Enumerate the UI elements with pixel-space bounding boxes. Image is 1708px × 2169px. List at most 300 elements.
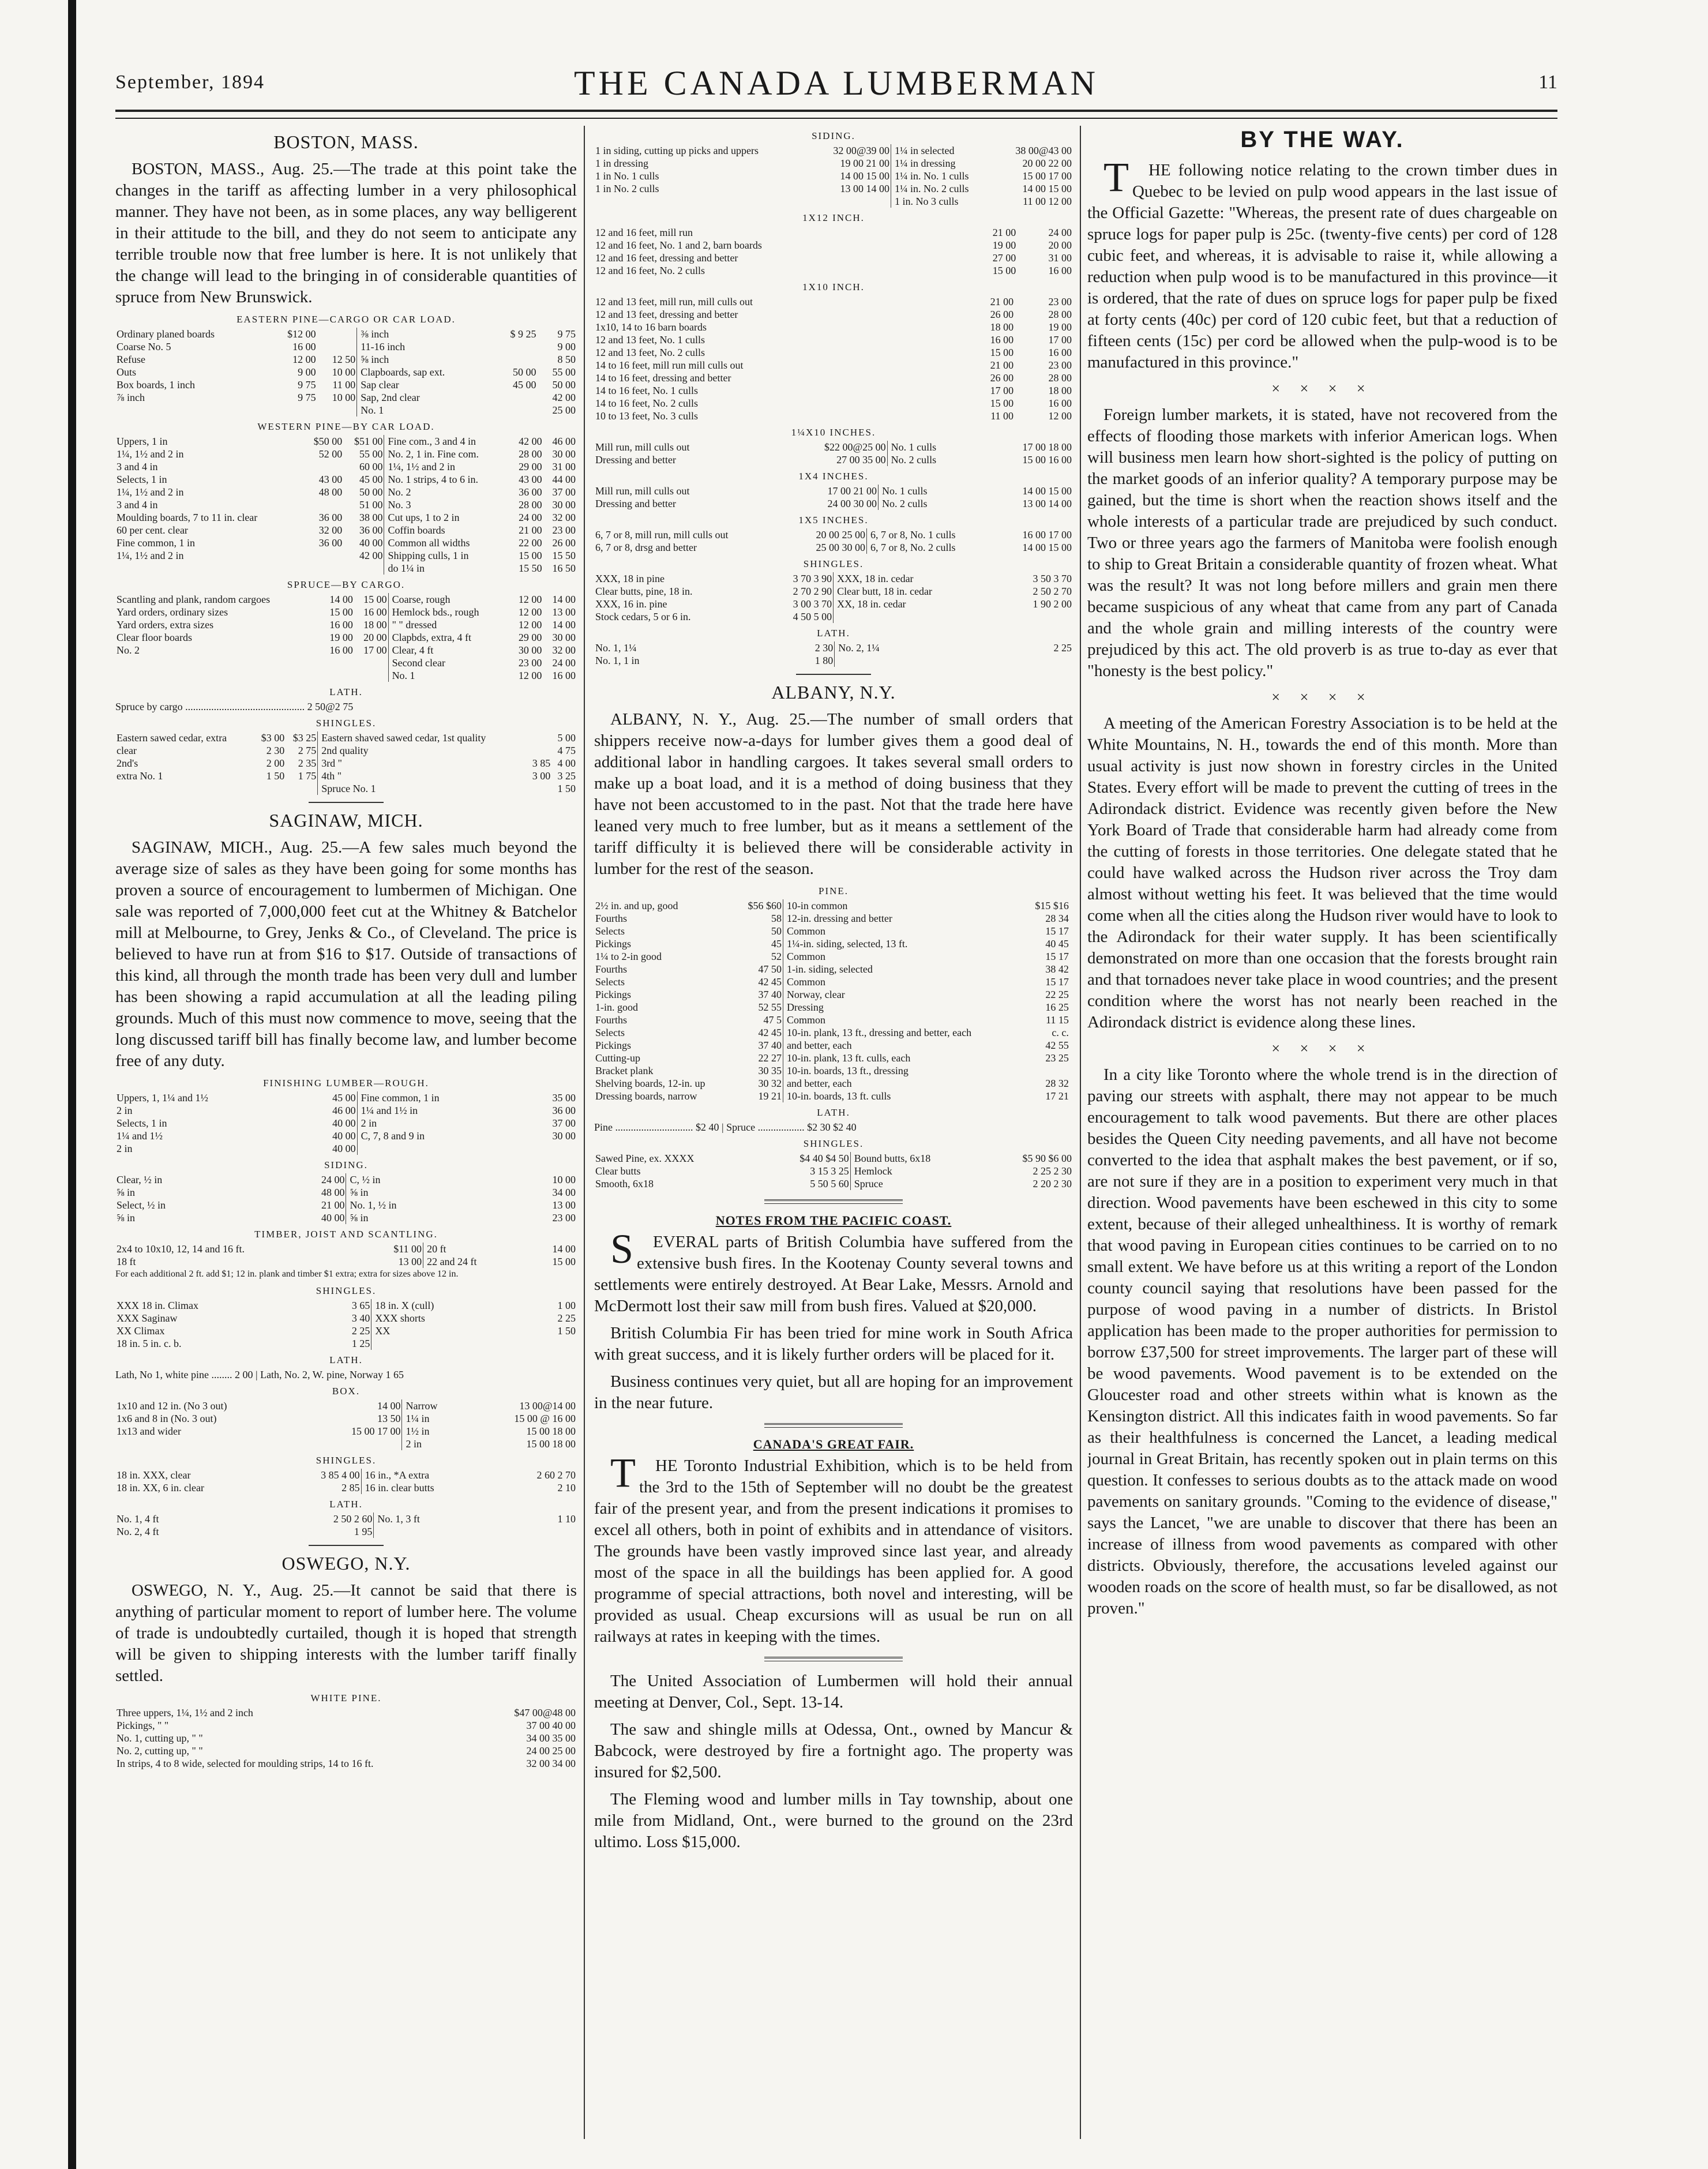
table-label: BOX. xyxy=(332,1386,361,1397)
table-row xyxy=(594,1052,1073,1064)
table-cell: 3 85 4 00 xyxy=(321,1469,360,1481)
table-cell: Fine com., 3 and 4 in xyxy=(384,435,509,448)
table-cell: 6, 7 or 8, No. 1 culls xyxy=(867,528,998,541)
table-cell xyxy=(115,669,320,682)
table-cell: No. 3 xyxy=(384,498,509,511)
table-cell: 3 00 xyxy=(532,770,551,782)
table-cell: 21 00 xyxy=(519,524,542,536)
price-table-albany-pine xyxy=(594,899,1073,1102)
table-cell: 13 00 14 00 xyxy=(1022,498,1072,509)
table-cell xyxy=(527,1337,577,1350)
table-cell: 1 50 xyxy=(557,1325,576,1337)
table-cell: 22 and 24 ft xyxy=(423,1255,528,1268)
table-row xyxy=(594,641,1073,654)
table-cell: 43 00 xyxy=(318,474,343,485)
table-row xyxy=(115,562,577,575)
table-cell: Box boards, 1 inch xyxy=(117,379,195,391)
table-row xyxy=(115,391,577,404)
table-row xyxy=(115,448,577,460)
table-row xyxy=(594,308,1073,321)
section-title-oswego: OSWEGO, N.Y. xyxy=(281,1553,411,1574)
table-cell: 1¼ in xyxy=(402,1412,466,1425)
table-row xyxy=(115,618,577,631)
table-cell: 19 21 xyxy=(758,1090,782,1102)
table-cell: 23 00 xyxy=(552,524,576,536)
table-cell: Bracket plank xyxy=(595,1065,654,1076)
table-cell: 13 00@14 00 xyxy=(519,1400,576,1412)
table-cell: No. 2 xyxy=(384,486,509,498)
table-row xyxy=(594,195,1073,208)
table-cell: 2 25 xyxy=(1053,642,1072,654)
newspaper-title: THE CANADA LUMBERMAN xyxy=(573,64,1099,102)
divider xyxy=(764,1423,903,1428)
table-row xyxy=(115,340,577,353)
table-cell: Pickings xyxy=(595,938,632,950)
price-line-lath-saginaw: Lath, No 1, white pine ........ 2 00 | Lath, No. 2, W. pine, Norway 1 65 xyxy=(115,1369,404,1380)
table-cell xyxy=(813,195,891,208)
table-cell xyxy=(494,391,537,404)
table-cell: 12 and 16 feet, mill run xyxy=(595,227,693,238)
table-row xyxy=(115,593,577,606)
table-cell: 2 in xyxy=(117,1143,133,1154)
table-row xyxy=(594,585,1073,598)
table-cell: $22 00@25 00 xyxy=(824,441,886,453)
table-cell: $5 90 $6 00 xyxy=(1022,1153,1072,1164)
table-cell: 37 40 xyxy=(758,1040,782,1051)
table-cell: 9 75 xyxy=(298,379,316,391)
price-table-oswego-siding xyxy=(594,144,1073,208)
table-row xyxy=(594,226,1073,239)
table-cell: 45 00 xyxy=(332,1092,356,1104)
table-cell: 9 75 xyxy=(557,328,576,340)
table-cell xyxy=(254,782,286,795)
table-cell: C, ½ in xyxy=(346,1173,500,1186)
section-separator: × × × × xyxy=(1271,380,1373,397)
table-cell: 37 00 xyxy=(552,1117,576,1129)
table-cell: 1 in. No 3 culls xyxy=(891,195,995,208)
table-cell: 15 00 xyxy=(990,397,1014,409)
editorial-paragraph: In a city like Toronto where the whole trend is in the direction of paving our streets with asphalt, there may not appear to be much encouragement to talk wood pavements. But there are other places besides the Queen City needing pavements, and all have not become converted to the idea that asphalt makes the best pavement, or if so, are not sure if they are in a position to experiment very much in that direction. Wood pavements have been eschewed in this city to some extent, because of their alleged unhealthiness. It is worthy of remark that wood paving in European cities continues to be carried on to no small extent. We have before us at this writing a report of the London county council saying that resolutions have been passed for the purpose of wood paving in a number of districts. In Bristol application has been made to the proper authorities for permission to borrow £37,500 for street improvements. The larger part of these will be wood pavements. Wood pavement is to be extended on the Gloucester road and other streets within what is known as the Kensington district. All this indicates faith in wood pavements. So far as their healthfulness is concerned the Lancet, a leading medical journal in Great Britain, has recently spoken out in plain terms on this question. It confesses to serious doubts as to the attack made on wood pavements on sanitary grounds. "Coming to the evidence of disease," says the Lancet, "we are unable to discover that there has been an increase of illness from wood pavements as compared with other districts. Obviously, therefore, the accusations leveled against our wooden roads on the score of health must, so far be disallowed, as not proven." xyxy=(1087,1065,1557,1618)
price-table-box xyxy=(115,1399,577,1450)
table-label: 1¼X10 INCHES. xyxy=(791,427,876,438)
table-cell: 14 00 15 00 xyxy=(840,170,889,182)
table-cell: 17 00 xyxy=(1048,334,1072,346)
table-cell: 14 00 xyxy=(329,594,353,605)
table-cell xyxy=(317,404,357,416)
table-cell: 27 00 xyxy=(992,252,1016,264)
table-cell xyxy=(1070,1064,1073,1077)
table-cell: 30 00 xyxy=(518,644,542,656)
table-label: LATH. xyxy=(329,686,363,697)
table-cell xyxy=(527,731,552,744)
table-row xyxy=(594,264,1073,277)
table-cell: 2nd's xyxy=(117,757,138,769)
table-cell: 3 15 3 25 xyxy=(810,1165,849,1177)
table-cell: 15 17 xyxy=(1045,951,1069,962)
table-cell: 23 25 xyxy=(1045,1052,1069,1064)
price-table-oswego-lath xyxy=(594,641,1073,667)
table-cell: 37 00 40 00 xyxy=(526,1720,576,1731)
table-cell: 14 00 15 00 xyxy=(1022,542,1072,553)
table-cell: 1¼, 1½ and 2 in xyxy=(117,550,184,561)
table-row xyxy=(594,346,1073,359)
table-cell: Selects xyxy=(595,976,625,988)
table-row xyxy=(594,1001,1073,1014)
table-label: SHINGLES. xyxy=(316,1285,377,1296)
table-cell: 2 60 2 70 xyxy=(536,1469,576,1481)
table-cell: 28 00 xyxy=(519,448,542,460)
table-cell: Outs xyxy=(117,366,137,378)
table-cell: Common all widths xyxy=(384,536,509,549)
table-cell: Selects xyxy=(595,1027,625,1038)
table-cell: 42 55 xyxy=(1045,1040,1069,1051)
table-cell: 1 in siding, cutting up picks and uppers xyxy=(595,145,759,156)
table-cell: 30 00 xyxy=(552,499,576,511)
table-cell xyxy=(115,782,254,795)
table-cell xyxy=(115,656,320,669)
table-cell: 18 in. XXX, clear xyxy=(117,1469,191,1481)
table-cell: and better, each xyxy=(783,1039,1024,1052)
table-cell: 48 00 xyxy=(321,1187,345,1198)
table-cell: Bound butts, 6x18 xyxy=(850,1152,986,1165)
table-label: WHITE PINE. xyxy=(310,1693,382,1703)
table-cell: 1¼ and 1½ xyxy=(117,1130,163,1142)
table-cell: 51 00 xyxy=(359,499,383,511)
table-row xyxy=(594,410,1073,422)
table-cell: 37 40 xyxy=(758,989,782,1000)
table-cell: XXX Saginaw xyxy=(117,1312,178,1324)
table-cell: 18 00 xyxy=(990,321,1014,333)
table-cell: 40 00 xyxy=(321,1212,345,1224)
table-cell: 12 00 xyxy=(518,670,542,681)
table-cell xyxy=(115,562,303,575)
table-cell: 15 00 @ 16 00 xyxy=(514,1413,576,1424)
table-cell: 3 70 3 90 xyxy=(793,573,832,584)
table-cell xyxy=(311,1438,402,1450)
table-cell: Scantling and plank, random cargoes xyxy=(117,594,271,605)
table-row xyxy=(115,1324,577,1337)
table-cell: 58 xyxy=(771,913,782,924)
table-cell: Three uppers, 1¼, 1½ and 2 inch xyxy=(117,1707,253,1718)
table-row xyxy=(594,937,1073,950)
table-cell: 34 00 35 00 xyxy=(526,1732,576,1744)
article-boston: BOSTON, MASS., Aug. 25.—The trade at this point take the changes in the tariff as affecting lumber in a very philosophical manner. They have not been, as in some places, any way belligerent in their attitude to the bill, and they do not seem to anticipate any terrible trouble now that free lumber is here. It is not unlikely that the change will lead to the bringing in of considerable quantities of spruce from New Brunswick. xyxy=(115,160,577,306)
table-cell: 15 00 xyxy=(552,1256,576,1267)
table-row xyxy=(115,1104,577,1117)
table-cell: 3 85 xyxy=(532,757,551,769)
table-cell: 8 50 xyxy=(557,354,576,365)
table-cell: 16 00 xyxy=(990,334,1014,346)
table-cell: 10 00 xyxy=(552,1174,576,1185)
table-cell: Fourths xyxy=(595,913,628,924)
table-cell: Yard orders, extra sizes xyxy=(117,619,214,631)
table-label: LATH. xyxy=(329,1354,363,1365)
table-cell: 22 25 xyxy=(1045,989,1069,1000)
table-cell: 11 00 12 00 xyxy=(1023,196,1072,207)
table-cell: 12 00 xyxy=(518,594,542,605)
section-title-saginaw: SAGINAW, MICH. xyxy=(269,810,423,831)
table-cell: 1¼, 1½ and 2 in xyxy=(117,448,184,460)
table-cell: Sawed Pine, ex. XXXX xyxy=(595,1153,695,1164)
table-cell: Spruce xyxy=(850,1177,986,1190)
table-cell: 15 00 xyxy=(519,550,542,561)
table-cell: Sap, 2nd clear xyxy=(357,391,494,404)
table-cell: 25 00 30 00 xyxy=(816,542,865,553)
article-saginaw: SAGINAW, MICH., Aug. 25.—A few sales much beyond the average size of sales as they have been going for some months has proven a source of encouragement to lumbermen of Michigan. One sale was reported of 7,000,000 feet cut at the Whitney & Batchelor mill at Melbourne, to Grey, Jenks & Co., of Cleveland. The price is believed to have run at from $16 to $17. Outside of transactions of this kind, all through the month trade has been very dull and lumber has been showing a rapid accumulation at all the leading piling grounds. Much of this must now commence to move, seeing that the long discussed tariff bill has finally become law, and lumber become free of any duty. xyxy=(115,838,577,1070)
table-cell: 36 00 xyxy=(318,512,343,523)
table-cell: No. 1, 1 in xyxy=(595,655,640,666)
table-cell xyxy=(371,1337,527,1350)
table-row xyxy=(594,182,1073,195)
table-cell xyxy=(494,353,537,366)
table-cell: 19 00 xyxy=(992,239,1016,251)
table-cell: 12 and 13 feet, No. 2 culls xyxy=(595,347,705,358)
divider xyxy=(796,674,871,675)
table-cell: 38 42 xyxy=(1045,963,1069,975)
table-label: SIDING. xyxy=(324,1159,368,1170)
table-cell xyxy=(320,669,354,682)
table-cell: 18 00 xyxy=(363,619,387,631)
table-cell: $11 00 xyxy=(393,1243,422,1255)
table-cell: Dressing boards, narrow xyxy=(595,1090,697,1102)
table-cell: 12 00 xyxy=(292,354,316,365)
table-cell: 29 00 xyxy=(518,632,542,643)
table-row xyxy=(115,1719,577,1732)
table-row xyxy=(115,1243,577,1255)
table-cell: 18 00 xyxy=(1048,385,1072,396)
table-cell: 28 34 xyxy=(1045,913,1069,924)
table-cell: 23 00 xyxy=(518,657,542,669)
table-row xyxy=(115,1312,577,1324)
table-cell: 14 to 16 feet, No. 2 culls xyxy=(595,397,698,409)
table-row xyxy=(594,912,1073,925)
table-cell: $15 $16 xyxy=(1035,900,1069,911)
table-cell: 50 xyxy=(771,925,782,937)
price-table-1x4 xyxy=(594,485,1073,510)
table-cell: " " dressed xyxy=(388,618,509,631)
table-cell: 12 and 16 feet, dressing and better xyxy=(595,252,738,264)
table-cell: 37 00 xyxy=(552,486,576,498)
price-table-oswego-shingles xyxy=(594,572,1073,623)
price-table-lath-box xyxy=(115,1513,577,1538)
table-cell: Pickings xyxy=(595,1040,632,1051)
table-cell: Dressing and better xyxy=(595,498,676,509)
table-row xyxy=(115,1412,577,1425)
table-cell xyxy=(594,195,813,208)
table-cell: $ 9 25 xyxy=(510,328,536,340)
table-cell: 28 32 xyxy=(1045,1078,1069,1089)
table-row xyxy=(594,528,1073,541)
table-cell: No. 2, cutting up, " " xyxy=(117,1745,203,1757)
divider xyxy=(764,1657,903,1661)
table-cell: 12 and 13 feet, dressing and better xyxy=(595,309,738,320)
table-label: PINE. xyxy=(818,885,849,896)
table-cell: 28 00 xyxy=(1048,309,1072,320)
table-cell: 1x6 and 8 in (No. 3 out) xyxy=(117,1413,217,1424)
article-pacific-2: British Columbia Fir has been tried for mine work in South Africa with great success, and it is likely further orders will be placed for it. xyxy=(594,1324,1073,1364)
table-row xyxy=(115,1117,577,1129)
table-row xyxy=(115,1481,577,1494)
table-cell: Narrow xyxy=(402,1399,466,1412)
table-cell: 2 30 xyxy=(266,745,285,756)
table-row xyxy=(115,1129,577,1142)
section-title-pacific: NOTES FROM THE PACIFIC COAST. xyxy=(715,1213,952,1228)
table-cell: 1x10 and 12 in. (No 3 out) xyxy=(117,1400,227,1412)
table-cell xyxy=(1024,1064,1069,1077)
table-cell: Spruce No. 1 xyxy=(318,782,527,795)
table-cell xyxy=(303,549,343,562)
table-cell: 1 90 2 00 xyxy=(1033,598,1072,610)
table-cell: 14 00 15 00 xyxy=(1022,183,1072,194)
table-cell: 13 00 xyxy=(552,606,576,618)
table-cell: 6, 7 or 8, mill run, mill culls out xyxy=(595,529,729,541)
table-cell: 50 00 xyxy=(552,379,576,391)
table-cell: 11 00 xyxy=(332,379,356,391)
table-cell: do 1¼ in xyxy=(384,562,509,575)
table-cell: 16 00 xyxy=(363,606,387,618)
table-cell: 32 00 xyxy=(552,512,576,523)
table-label: SHINGLES. xyxy=(803,558,864,569)
table-cell: 15 00 17 00 xyxy=(1022,170,1072,182)
table-cell: 1-in. good xyxy=(595,1001,638,1013)
table-cell: 1¼ in. No. 2 culls xyxy=(891,182,995,195)
price-table-1-25x10 xyxy=(594,441,1073,466)
column-rule xyxy=(584,126,585,2139)
table-row xyxy=(594,1014,1073,1026)
table-cell: 2 in xyxy=(402,1438,466,1450)
table-cell: 1 in dressing xyxy=(595,157,648,169)
table-cell: $12 00 xyxy=(287,328,316,340)
table-row xyxy=(115,1186,577,1199)
table-label: LATH. xyxy=(329,1499,363,1510)
table-cell: 17 00 21 00 xyxy=(827,485,877,497)
table-cell: 60 per cent. clear xyxy=(117,524,188,536)
table-cell: 19 00 21 00 xyxy=(840,157,889,169)
table-cell: 3 65 xyxy=(351,1300,370,1311)
table-cell: 16 00 17 00 xyxy=(1022,529,1072,541)
table-cell: 9 00 xyxy=(298,366,316,378)
table-cell: 3 00 3 70 xyxy=(793,598,832,610)
table-row xyxy=(115,524,577,536)
table-cell: 16 00 xyxy=(552,670,576,681)
table-cell: 2 in xyxy=(357,1117,525,1129)
table-row xyxy=(594,485,1073,497)
table-label: EASTERN PINE—CARGO OR CAR LOAD. xyxy=(237,314,456,325)
section-separator: × × × × xyxy=(1271,689,1373,706)
table-cell: Uppers, 1, 1¼ and 1½ xyxy=(117,1092,208,1104)
price-table-finishing xyxy=(115,1091,577,1155)
table-cell: 18 ft xyxy=(117,1256,136,1267)
table-cell: 14 00 15 00 xyxy=(1022,485,1072,497)
table-cell: Common xyxy=(783,1014,1024,1026)
table-cell: XXX, 18 in pine xyxy=(595,573,665,584)
table-cell: 30 35 xyxy=(758,1065,782,1076)
table-row xyxy=(594,610,1073,623)
table-cell: $47 00@48 00 xyxy=(514,1707,576,1718)
table-row xyxy=(594,1090,1073,1102)
table-cell xyxy=(320,656,354,669)
table-cell: $3 25 xyxy=(292,732,317,744)
table-row xyxy=(115,498,577,511)
table-cell: 30 00 xyxy=(552,1130,576,1142)
table-cell: 50 00 xyxy=(513,366,536,378)
table-cell: No. 1, 4 ft xyxy=(117,1513,159,1525)
column-rule xyxy=(1080,126,1081,2139)
table-cell xyxy=(834,610,1003,623)
table-cell: 11-16 inch xyxy=(357,340,494,353)
table-cell: Shelving boards, 12-in. up xyxy=(595,1078,705,1089)
table-cell: 21 00 xyxy=(990,296,1014,307)
table-cell: 16 in. clear butts xyxy=(361,1481,500,1494)
table-label: SHINGLES. xyxy=(316,718,377,729)
table-cell xyxy=(115,404,269,416)
table-cell: Sap clear xyxy=(357,378,494,391)
table-cell: Yard orders, ordinary sizes xyxy=(117,606,228,618)
table-row xyxy=(115,631,577,644)
table-cell: 32 00 34 00 xyxy=(526,1758,576,1769)
table-cell: 2 75 xyxy=(298,745,317,756)
table-cell: 28 00 xyxy=(1048,372,1072,384)
table-cell xyxy=(516,1525,577,1538)
table-cell xyxy=(115,1438,311,1450)
table-cell: Fine common, 1 in xyxy=(357,1091,525,1104)
table-cell: Coarse, rough xyxy=(388,593,509,606)
table-cell: XX, 18 in. cedar xyxy=(834,598,1003,610)
page-number: 11 xyxy=(1538,72,1557,93)
table-cell: 32 00 xyxy=(552,644,576,656)
table-cell: 18 in. XX, 6 in. clear xyxy=(117,1482,204,1493)
table-cell: 1¼, 1½ and 2 in xyxy=(384,460,509,473)
table-row xyxy=(115,757,577,770)
table-cell: 30 32 xyxy=(758,1078,782,1089)
table-cell: 10-in. plank, 13 ft. culls, each xyxy=(783,1052,1024,1064)
table-cell: No. 1, 3 ft xyxy=(374,1513,516,1525)
table-cell: 18 in. X (cull) xyxy=(371,1299,527,1312)
table-cell: 12 50 xyxy=(332,354,356,365)
table-row xyxy=(594,988,1073,1001)
table-cell: 1¼ in dressing xyxy=(891,157,995,170)
table-cell: 1¼ in. No. 1 culls xyxy=(891,170,995,182)
table-cell: Clapboards, sap ext. xyxy=(357,366,494,378)
table-row xyxy=(594,333,1073,346)
table-cell: 31 00 xyxy=(552,461,576,472)
table-cell: Eastern shaved sawed cedar, 1st quality xyxy=(318,731,527,744)
editorial-paragraph: Foreign lumber markets, it is stated, have not recovered from the effects of flooding those markets with inferior American logs. When will business men learn how short-sighted is the policy of putting on the market goods of an inferior quality? A temporary purpose may be gained, but the time is short when the reaction shows itself and the whole interests of a particular trade are prejudiced by such conduct. Two or three years ago the farmers of Manitoba were foolish enough to ship to Great Britain a considerable quantity of frozen wheat. What was the result? It was not long before millers and grain men there became suspicious of any wheat that came from any part of Canada and the whole grain and milling interests of the country were prejudiced by this act. The old proverb is as true to-day as ever that "honesty is the best policy." xyxy=(1087,406,1557,680)
table-cell: 2 35 xyxy=(298,757,317,769)
table-cell: C, 7, 8 and 9 in xyxy=(357,1129,525,1142)
table-cell: 13 00 14 00 xyxy=(840,183,889,194)
table-cell: 15 00 xyxy=(363,594,387,605)
table-row xyxy=(115,404,577,416)
table-cell: 10 00 xyxy=(332,366,356,378)
table-cell: Clapbds, extra, 4 ft xyxy=(388,631,509,644)
table-cell: 16 50 xyxy=(552,562,576,574)
table-cell xyxy=(303,460,343,473)
table-row xyxy=(115,1513,577,1525)
table-cell: 12 00 xyxy=(518,619,542,631)
price-table-spruce xyxy=(115,593,577,682)
table-cell: 13 00 xyxy=(552,1199,576,1211)
table-cell: 14 00 xyxy=(552,594,576,605)
table-cell: XXX shorts xyxy=(371,1312,527,1324)
table-cell: 10 00 xyxy=(332,392,356,403)
table-cell: 55 00 xyxy=(359,448,383,460)
table-cell: 36 00 xyxy=(552,1105,576,1116)
table-cell: 50 00 xyxy=(359,486,383,498)
table-cell: $51 00 xyxy=(354,436,383,447)
table-cell: 26 00 xyxy=(990,309,1014,320)
table-cell: 12 and 16 feet, No. 1 and 2, barn boards xyxy=(595,239,762,251)
